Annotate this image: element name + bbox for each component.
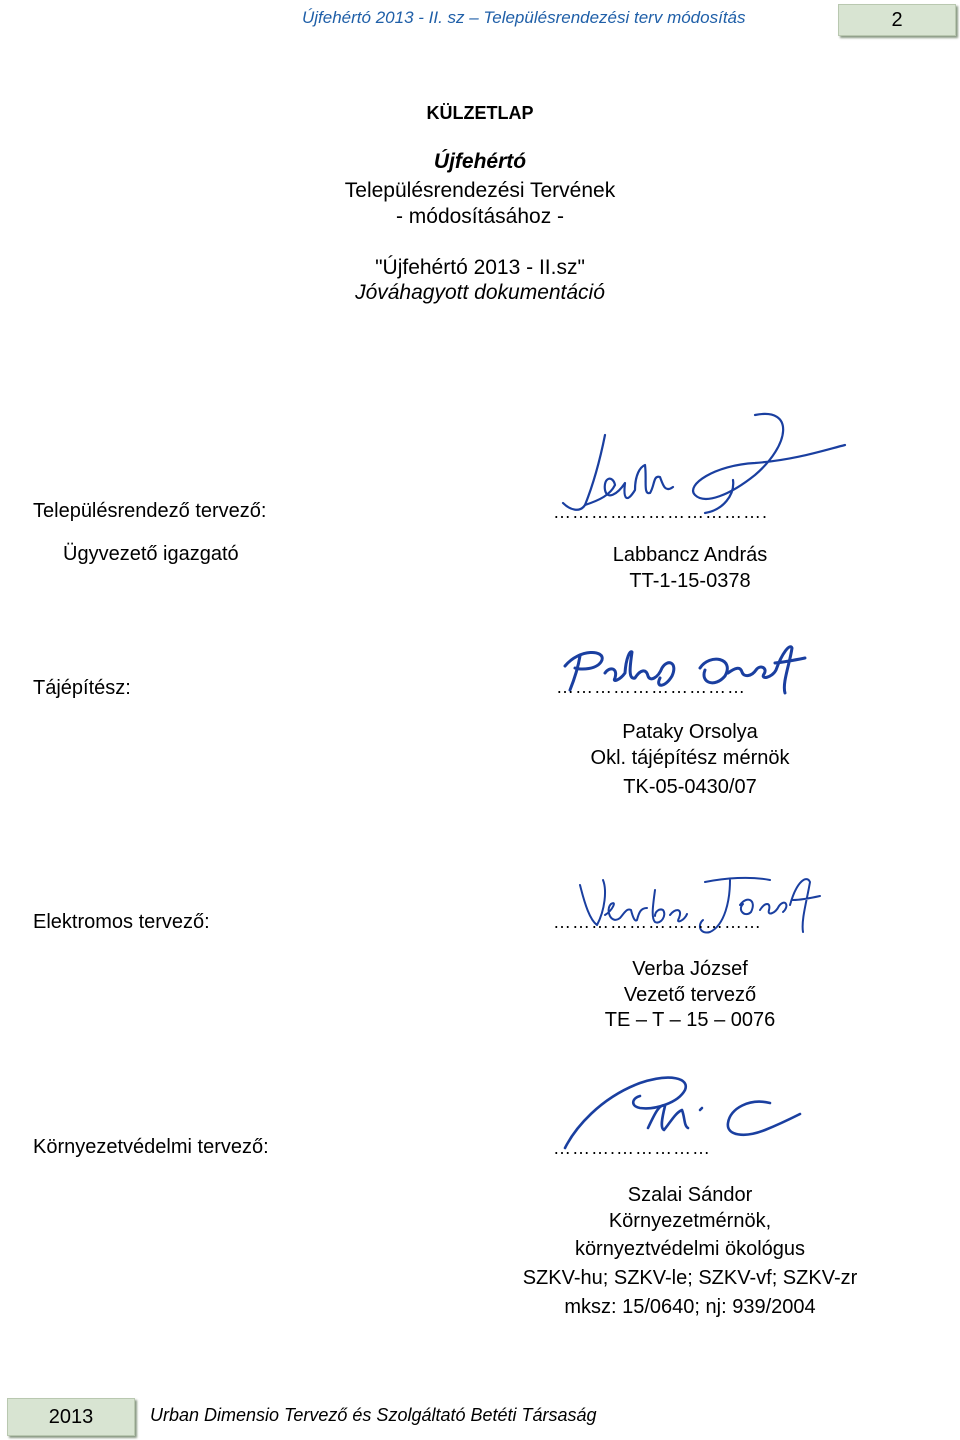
footer-year-badge: 2013 [7, 1398, 135, 1436]
document-label: KÜLZETLAP [426, 103, 534, 123]
signatory-4-name: Szalai Sándor [627, 1184, 753, 1206]
signatory-1-name: Labbancz András [612, 544, 768, 566]
signatory-4-title: Környezetmérnök, [608, 1210, 772, 1232]
footer-company: Urban Dimensio Tervező és Szolgáltató Betéti Társaság [150, 1405, 597, 1425]
signatory-3-id: TE – T – 15 – 0076 [604, 1009, 776, 1031]
signatory-2-id: TK-05-0430/07 [623, 776, 757, 798]
signatory-2-title: Okl. tájépítész mérnök [590, 747, 790, 769]
role-telepulesrendezo: Településrendező tervező: [33, 500, 267, 522]
signatory-4-registration: mksz: 15/0640; nj: 939/2004 [564, 1296, 816, 1318]
signatory-4-chambers: SZKV-hu; SZKV-le; SZKV-vf; SZKV-zr [522, 1267, 858, 1289]
document-line-2: - módosításához - [395, 205, 565, 228]
signatory-3-title: Vezető tervező [623, 984, 757, 1006]
signature-line-2: ………………………… [556, 677, 746, 697]
signature-line-1: ……………………………. [553, 502, 769, 522]
signatory-3-name: Verba József [632, 958, 748, 980]
signature-line-3: …………………………… [553, 912, 762, 932]
document-line-3: "Újfehértó 2013 - II.sz" [375, 256, 585, 279]
signatory-1-id: TT-1-15-0378 [629, 570, 751, 592]
role-tajepitesz: Tájépítész: [33, 677, 131, 699]
page-number-badge: 2 [838, 4, 956, 36]
signatory-2-name: Pataky Orsolya [622, 721, 758, 743]
signatory-4-subtitle: környeztvédelmi ökológus [574, 1238, 806, 1260]
document-line-1: Településrendezési Tervének [344, 179, 616, 202]
role-elektromos: Elektromos tervező: [33, 911, 210, 933]
document-city: Újfehértó [433, 150, 527, 173]
role-kornyezetvedelmi: Környezetvédelmi tervező: [33, 1136, 269, 1158]
header-title: Újfehértó 2013 - II. sz – Településrendezési terv módosítás [302, 8, 746, 27]
subrole-ugyvezeto: Ügyvezető igazgató [63, 543, 239, 565]
signature-labbancz [555, 405, 855, 515]
signature-line-4: ……….…………… [553, 1138, 712, 1158]
document-line-4: Jóváhagyott dokumentáció [355, 281, 605, 304]
